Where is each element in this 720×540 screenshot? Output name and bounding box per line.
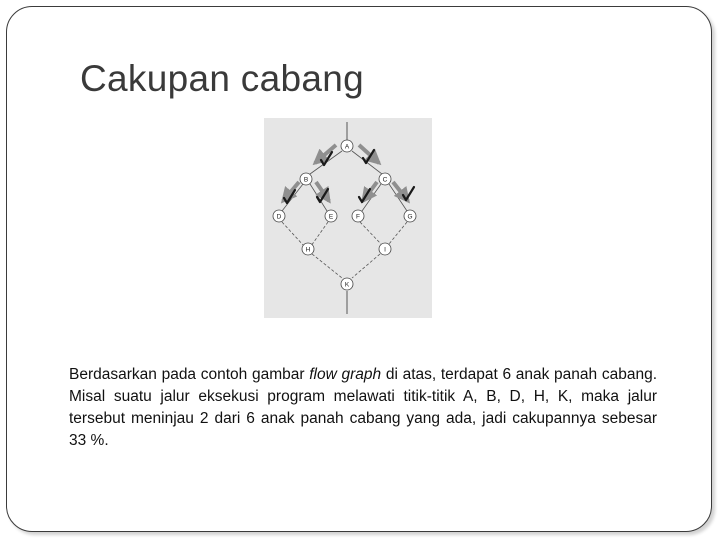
paragraph-text: di atas, terdapat 6 anak panah cabang. Misal suatu jalur eksekusi program melawati titik-titik A, B, D, H, K, maka jalur tersebut meninjau 2 dari 6 anak panah cabang yang ada, jadi cakupannya sebesar 33 %.: [69, 366, 658, 449]
node-a: [341, 140, 353, 152]
node-label: G: [407, 213, 413, 221]
node-label: F: [356, 213, 360, 221]
node-d: [273, 210, 285, 222]
paragraph-text: Berdasarkan pada contoh gambar: [69, 366, 310, 383]
node-label: E: [328, 213, 334, 221]
node-h: [302, 243, 314, 255]
flow-graph-term: flow graph: [309, 366, 382, 383]
node-c: [379, 173, 391, 185]
node-e: [325, 210, 337, 222]
node-g: [404, 210, 416, 222]
node-k: [341, 278, 353, 290]
slide-title: Cakupan cabang: [80, 58, 364, 99]
node-f: [352, 210, 364, 222]
node-label: K: [344, 281, 350, 289]
node-label: I: [384, 246, 386, 254]
node-label: H: [305, 246, 311, 254]
node-label: B: [303, 176, 309, 184]
node-label: D: [276, 213, 282, 221]
node-label: C: [382, 176, 388, 184]
node-i: [379, 243, 391, 255]
description-paragraph: [69, 364, 657, 452]
flow-graph-figure: [264, 118, 432, 318]
node-b: [300, 173, 312, 185]
node-label: A: [344, 143, 350, 151]
